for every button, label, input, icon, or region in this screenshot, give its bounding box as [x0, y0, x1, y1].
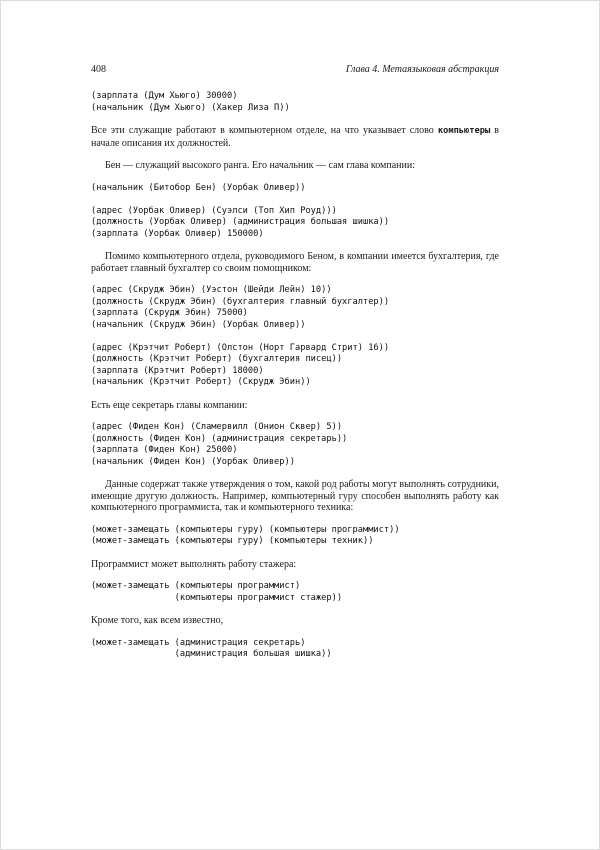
code-line: (начальник (Дум Хьюго) (Хакер Лиза П)) — [91, 102, 290, 113]
code-line: (компьютеры программист стажер)) — [91, 592, 343, 603]
code-line: (должность (Фиден Кон) (администрация секретарь)) — [91, 433, 348, 444]
code-line: (адрес (Фиден Кон) (Сламервилл (Онион Сквер) 5)) — [91, 422, 343, 432]
code-block — [91, 285, 499, 389]
code-block — [91, 91, 499, 114]
code-line: (должность (Уорбак Оливер) (администрация большая шишка)) — [91, 217, 390, 227]
page-content — [91, 91, 499, 661]
page-number: 408 — [91, 64, 106, 75]
paragraph-text: Программист может выполнять работу стажера: — [91, 558, 297, 570]
inline-code-term: компьютеры — [437, 126, 491, 136]
code-line: (должность (Крэтчит Роберт) (бухгалтерия писец)) — [91, 354, 343, 364]
code-block — [91, 638, 499, 661]
code-line: (зарплата (Скрудж Эбин) 75000) — [91, 308, 248, 318]
code-line: (начальник (Крэтчит Роберт) (Скрудж Эбин)) — [91, 377, 311, 387]
code-line: (зарплата (Дум Хьюго) 30000) — [91, 91, 238, 101]
code-line: (администрация большая шишка)) — [91, 649, 332, 659]
chapter-header: Глава 4. Метаязыковая абстракция — [345, 64, 499, 75]
paragraph — [91, 559, 499, 571]
code-line: (начальник (Скрудж Эбин) (Уорбак Оливер)) — [91, 319, 306, 330]
paragraph-text: Есть еще секретарь главы компании: — [91, 399, 248, 411]
code-line: (зарплата (Крэтчит Роберт) 18000) — [91, 365, 264, 376]
code-line — [91, 331, 499, 343]
paragraph-text: в начале описания их должностей. — [91, 125, 499, 149]
code-line: (адрес (Крэтчит Роберт) (Олстон (Норт Гарвард Стрит) 16)) — [91, 342, 390, 353]
paragraph-text: Помимо компьютерного отдела, руководимого Беном, в компании имеется бухгалтерия, где работает главный бухгалтер со своим помощником: — [91, 251, 499, 274]
code-line: (зарплата (Уорбак Оливер) 150000) — [91, 228, 264, 239]
code-block — [91, 581, 499, 604]
paragraph — [91, 479, 499, 514]
code-line: (может-замещать (компьютеры гуру) (компьютеры техник)) — [91, 536, 374, 546]
code-line: (должность (Скрудж Эбин) (бухгалтерия главный бухгалтер)) — [91, 296, 390, 307]
code-line — [91, 194, 499, 206]
paragraph-text: Все эти служащие работают в компьютерном отделе, на что указывает слово — [91, 125, 438, 136]
code-line: (начальник (Фиден Кон) (Уорбак Оливер)) — [91, 456, 295, 467]
paragraph — [91, 251, 499, 274]
code-line: (может-замещать (компьютеры гуру) (компьютеры программист)) — [91, 524, 400, 535]
paragraph-text: Кроме того, как всем известно, — [91, 615, 224, 626]
code-line: (может-замещать (администрация секретарь) — [91, 637, 306, 648]
code-line: (начальник (Битобор Бен) (Уорбак Оливер)) — [91, 182, 306, 193]
paragraph-text: Бен — служащий высокого ранга. Его начальник — сам глава компании: — [105, 160, 415, 171]
code-line: (адрес (Уорбак Оливер) (Суэлси (Топ Хип Роуд))) — [91, 205, 337, 216]
paragraph — [91, 400, 499, 412]
paragraph-text: Данные содержат также утверждения о том, какой род работы могут выполнять сотрудники, имеющие другую должность. Например, компьютерный гуру способен выполнять работу как компьютерного программиста, так и компьютерного техника: — [91, 479, 499, 513]
paragraph — [91, 160, 499, 172]
code-block — [91, 422, 499, 468]
code-line: (зарплата (Фиден Кон) 25000) — [91, 445, 238, 455]
paragraph — [91, 125, 499, 149]
code-block — [91, 183, 499, 241]
running-header — [91, 64, 499, 76]
code-block — [91, 525, 499, 548]
code-line: (может-замещать (компьютеры программист) — [91, 581, 301, 591]
code-line: (адрес (Скрудж Эбин) (Уэстон (Шейди Лейн) 10)) — [91, 285, 332, 295]
paragraph — [91, 615, 499, 627]
